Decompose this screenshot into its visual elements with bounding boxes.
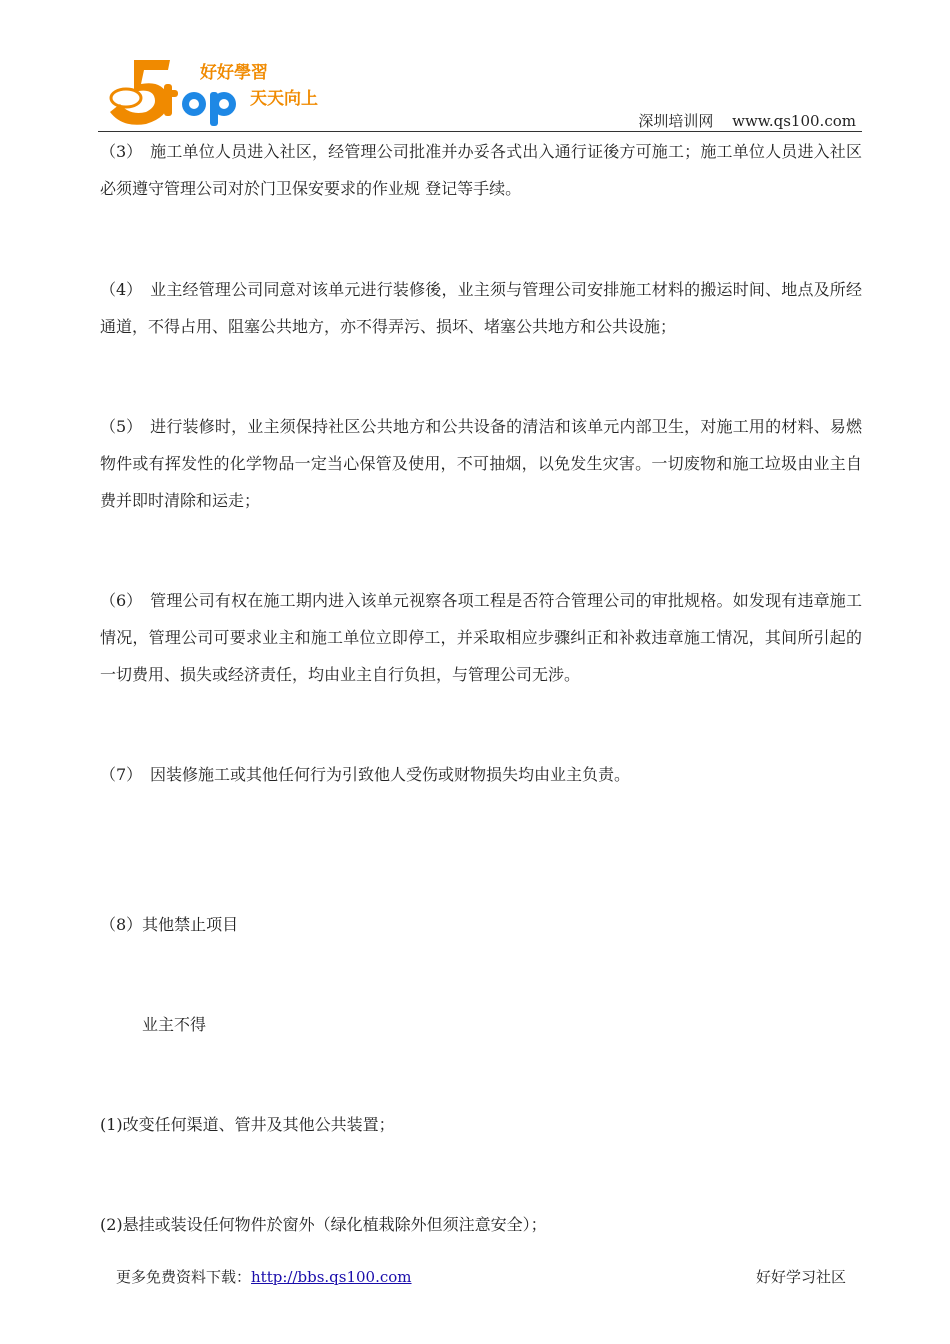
header-divider (98, 131, 862, 132)
paragraph-5: （5） 进行装修时，业主须保持社区公共地方和公共设备的清洁和该单元内部卫生，对施工用的材料、易燃物件或有挥发性的化学物品一定当心保管及使用，不可抽烟，以免发生灾害。一切废物和施工垃圾由业主自费并即时清除和运走； (100, 417, 862, 510)
paragraph-3: （3） 施工单位人员进入社区，经管理公司批准并办妥各式出入通行证後方可施工；施工单位人员进入社区必须遵守管理公司对於门卫保安要求的作业规 登记等手续。 (100, 142, 862, 198)
site-logo (104, 54, 334, 130)
site-url: www.qs100.com (732, 112, 856, 130)
section-8-heading: （8）其他禁止项目 (100, 915, 239, 934)
paragraph-6: （6） 管理公司有权在施工期内进入该单元视察各项工程是否符合管理公司的审批规格。如发现有违章施工情况，管理公司可要求业主和施工单位立即停工，并采取相应步骤纠正和补救违章施工情况，其间所引起的一切费用、损失或经济责任，均由业主自行负担，与管理公司无涉。 (100, 591, 862, 684)
footer-download: 更多免费资料下载：http://bbs.qs100.com (116, 1268, 412, 1286)
site-info (638, 110, 856, 131)
paragraph-7: （7） 因装修施工或其他任何行为引致他人受伤或财物损失均由业主负责。 (100, 765, 631, 784)
logo-text-top: 好好學習 (200, 63, 268, 83)
logo-5top-icon (104, 54, 334, 130)
prohibited-item-1: (1)改变任何渠道、管井及其他公共装置； (100, 1115, 395, 1134)
owner-not-label: 业主不得 (142, 1015, 207, 1034)
footer-link[interactable]: http://bbs.qs100.com (251, 1268, 412, 1286)
logo-text-bottom: 天天向上 (250, 89, 318, 109)
prohibited-item-2: (2)悬挂或装设任何物件於窗外（绿化植栽除外但须注意安全）； (100, 1215, 547, 1234)
site-name: 深圳培训网 (638, 112, 714, 130)
footer-community: 好好学习社区 (755, 1268, 846, 1286)
paragraph-4: （4） 业主经管理公司同意对该单元进行装修後，业主须与管理公司安排施工材料的搬运时间、地点及所经通道，不得占用、阻塞公共地方，亦不得弄污、损坏、堵塞公共地方和公共设施； (100, 280, 862, 336)
